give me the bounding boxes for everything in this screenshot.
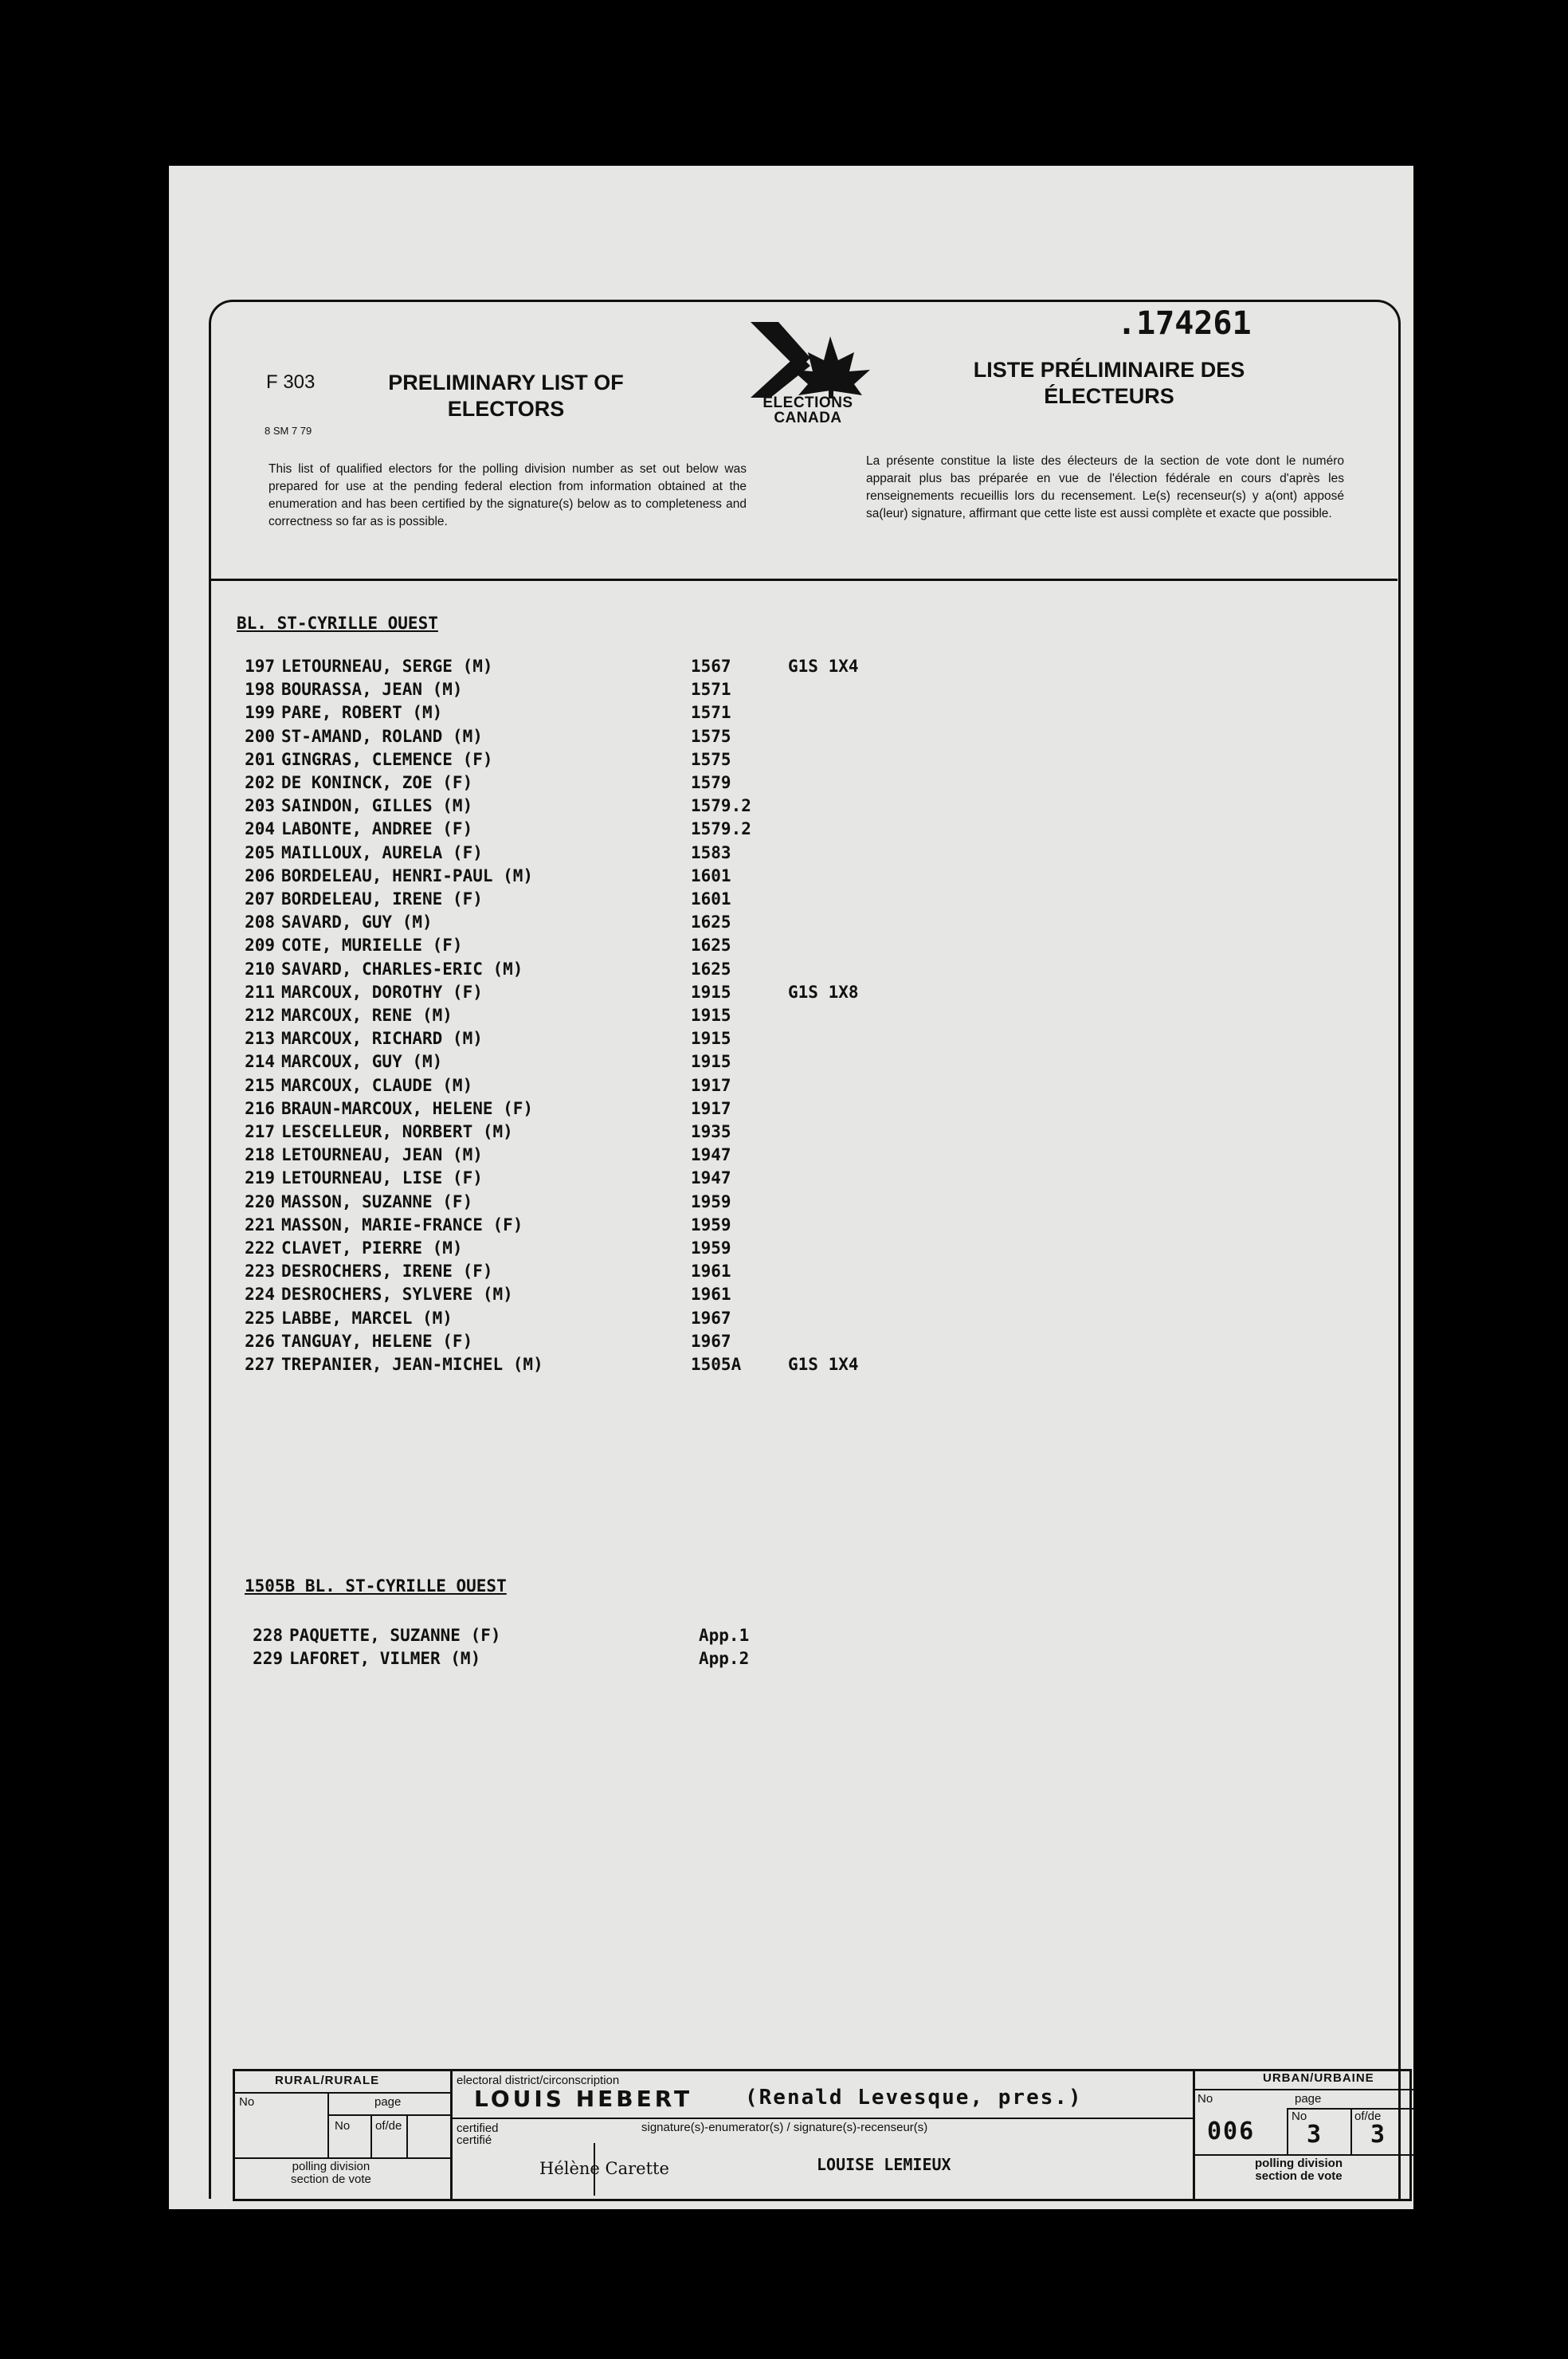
rural-polling-label-fr: section de vote [291,2173,371,2186]
elector-name: DESROCHERS, SYLVERE (M) [281,1285,513,1305]
elector-number: 219 [245,1168,275,1188]
urban-polling-label-en: polling division [1255,2157,1343,2170]
elector-name: MARCOUX, RICHARD (M) [281,1029,483,1049]
elector-number: 214 [245,1052,275,1072]
elector-address: 1959 [691,1191,731,1211]
elector-number: 202 [245,773,275,792]
enumerator-signature-1: Hélène Carette [539,2159,669,2178]
elector-number: 217 [245,1122,275,1141]
section-title: 1505B BL. ST-CYRILLE OUEST [245,1576,507,1596]
elector-address: 1505A [691,1355,742,1374]
elector-address: 1967 [691,1331,731,1351]
elector-number: 211 [245,982,275,1002]
elector-name: ST-AMAND, ROLAND (M) [281,726,483,746]
title-english: PRELIMINARY LIST OF ELECTORS [388,371,624,421]
elector-number: 220 [245,1191,275,1211]
elector-number: 223 [245,1262,275,1282]
elector-name: LETOURNEAU, JEAN (M) [281,1145,483,1165]
elector-number: 213 [245,1029,275,1049]
title-french: LISTE PRÉLIMINAIRE DES ÉLECTEURS [973,358,1245,408]
elector-address: 1917 [691,1075,731,1095]
form-number: F 303 [266,371,316,393]
elector-address: 1947 [691,1168,731,1188]
elector-number: 203 [245,796,275,816]
elector-address: App.1 [699,1626,750,1645]
elector-address: 1947 [691,1145,731,1165]
elector-address: 1625 [691,913,731,932]
elector-name: MARCOUX, CLAUDE (M) [281,1075,473,1095]
elector-number: 199 [245,703,275,723]
urban-of-label: of/de [1354,2110,1382,2123]
elector-postal-code: G1S 1X8 [788,982,859,1002]
elector-number: 224 [245,1285,275,1305]
elector-address: 1575 [691,726,731,746]
elector-address: 1571 [691,680,731,700]
elector-name: MARCOUX, RENE (M) [281,1006,453,1025]
elector-number: 225 [245,1308,275,1328]
elector-number: 215 [245,1075,275,1095]
serial-number: .174261 [1117,305,1252,342]
elector-number: 209 [245,936,275,956]
elector-name: MAILLOUX, AURELA (F) [281,842,483,862]
urban-polling-label [1255,2157,1343,2183]
rural-label: RURAL/RURALE [275,2074,380,2087]
elector-postal-code: G1S 1X4 [788,657,859,676]
elector-number: 205 [245,842,275,862]
elector-address: 1915 [691,982,731,1002]
page-total: 3 [1370,2121,1387,2149]
elector-number: 218 [245,1145,275,1165]
elector-address: 1959 [691,1215,731,1234]
elector-address: 1915 [691,1029,731,1049]
elector-number: 216 [245,1098,275,1118]
district-president: (Renald Levesque, pres.) [745,2086,1083,2110]
elector-number: 197 [245,657,275,676]
urban-page-no-label: No [1292,2110,1307,2123]
elector-number: 206 [245,865,275,885]
polling-division-number: 006 [1207,2118,1256,2145]
footer-block [233,2069,1412,2201]
urban-page-label: page [1295,2092,1322,2106]
elector-name: BOURASSA, JEAN (M) [281,680,463,700]
elector-address: 1959 [691,1238,731,1258]
elector-address: 1579.2 [691,819,751,839]
elector-name: GINGRAS, CLEMENCE (F) [281,749,493,769]
elector-number: 200 [245,726,275,746]
elector-name: MASSON, MARIE-FRANCE (F) [281,1215,523,1234]
certified-label [457,2122,499,2146]
intro-french: La présente constitue la liste des électeurs de la section de vote dont le numéro apparait plus bas préparée en vue de l'élection fédérale en cours d'après les renseignements recueillis lors du recensement. Le(s) recenseur(s) y a(ont) apposé sa(leur) signature, affirmant que cette liste est aussi complète et exacte que possible. [866,454,1344,520]
rural-of-label: of/de [375,2119,402,2133]
elector-address: 1579.2 [691,796,751,816]
rural-page-no-label: No [335,2119,351,2133]
elector-address: 1961 [691,1262,731,1282]
elector-number: 229 [253,1649,283,1669]
certified-label-en: certified [457,2122,499,2135]
rural-page-label: page [374,2095,402,2109]
elector-number: 212 [245,1006,275,1025]
urban-no-label: No [1198,2092,1213,2106]
elector-name: CLAVET, PIERRE (M) [281,1238,463,1258]
elector-address: 1967 [691,1308,731,1328]
elector-number: 226 [245,1331,275,1351]
elector-number: 208 [245,913,275,932]
document-page [169,166,1413,2209]
elector-name: SAINDON, GILLES (M) [281,796,473,816]
print-code: 8 SM 7 79 [265,425,312,437]
logo-text-canada: CANADA [774,410,842,426]
certified-label-fr: certifié [457,2133,492,2147]
elector-address: 1583 [691,842,731,862]
elector-name: LESCELLEUR, NORBERT (M) [281,1122,513,1141]
elector-number: 207 [245,889,275,909]
elector-address: 1625 [691,936,731,956]
elector-name: SAVARD, CHARLES-ERIC (M) [281,959,523,979]
rural-polling-label-en: polling division [292,2160,370,2173]
elector-address: 1601 [691,889,731,909]
section-title: BL. ST-CYRILLE OUEST [237,614,438,633]
elector-number: 210 [245,959,275,979]
elector-name: BORDELEAU, IRENE (F) [281,889,483,909]
elector-address: 1601 [691,865,731,885]
urban-polling-label-fr: section de vote [1255,2169,1343,2183]
elector-name: BORDELEAU, HENRI-PAUL (M) [281,865,534,885]
elector-number: 222 [245,1238,275,1258]
elector-address: 1961 [691,1285,731,1305]
elector-name: LAFORET, VILMER (M) [289,1649,481,1669]
elector-number: 221 [245,1215,275,1234]
elector-address: 1915 [691,1052,731,1072]
elector-address: 1917 [691,1098,731,1118]
page-number: 3 [1307,2121,1323,2149]
elector-name: COTE, MURIELLE (F) [281,936,463,956]
elector-name: LABBE, MARCEL (M) [281,1308,453,1328]
signature-label: signature(s)-enumerator(s) / signature(s)-recenseur(s) [641,2121,928,2134]
intro-english: This list of qualified electors for the polling division number as set out below was prepared for use at the pending federal election from information obtained at the enumeration and has been certified by the signature(s) below as to completeness and correctness so far as is possible. [269,462,747,528]
rural-no-label: No [239,2095,255,2109]
urban-label: URBAN/URBAINE [1263,2071,1374,2085]
elector-address: 1625 [691,959,731,979]
elector-name: LABONTE, ANDREE (F) [281,819,473,839]
logo-text [736,395,880,426]
elector-address: 1567 [691,657,731,676]
district-label: electoral district/circonscription [457,2074,620,2087]
elector-name: LETOURNEAU, SERGE (M) [281,657,493,676]
elector-name: MARCOUX, GUY (M) [281,1052,443,1072]
elector-name: LETOURNEAU, LISE (F) [281,1168,483,1188]
elector-number: 204 [245,819,275,839]
elector-number: 228 [253,1626,283,1645]
elector-number: 201 [245,749,275,769]
logo-text-elections: ELECTIONS [762,394,853,411]
elector-name: MARCOUX, DOROTHY (F) [281,982,483,1002]
elector-postal-code: G1S 1X4 [788,1355,859,1374]
elector-name: DESROCHERS, IRENE (F) [281,1262,493,1282]
elector-address: App.2 [699,1649,750,1669]
elector-address: 1571 [691,703,731,723]
elector-name: PAQUETTE, SUZANNE (F) [289,1626,501,1645]
elector-address: 1575 [691,749,731,769]
elector-name: MASSON, SUZANNE (F) [281,1191,473,1211]
elector-number: 227 [245,1355,275,1374]
elector-name: DE KONINCK, ZOE (F) [281,773,473,792]
elector-name: PARE, ROBERT (M) [281,703,443,723]
header-divider [210,579,1397,581]
elector-number: 198 [245,680,275,700]
enumerator-signature-2: LOUISE LEMIEUX [817,2155,951,2174]
elector-name: TANGUAY, HELENE (F) [281,1331,473,1351]
elector-name: BRAUN-MARCOUX, HELENE (F) [281,1098,534,1118]
district-name: LOUIS HEBERT [474,2086,693,2112]
elector-name: TREPANIER, JEAN-MICHEL (M) [281,1355,543,1374]
elector-address: 1579 [691,773,731,792]
rural-polling-label [291,2161,371,2186]
elector-address: 1935 [691,1122,731,1141]
elector-address: 1915 [691,1006,731,1025]
elector-name: SAVARD, GUY (M) [281,913,433,932]
